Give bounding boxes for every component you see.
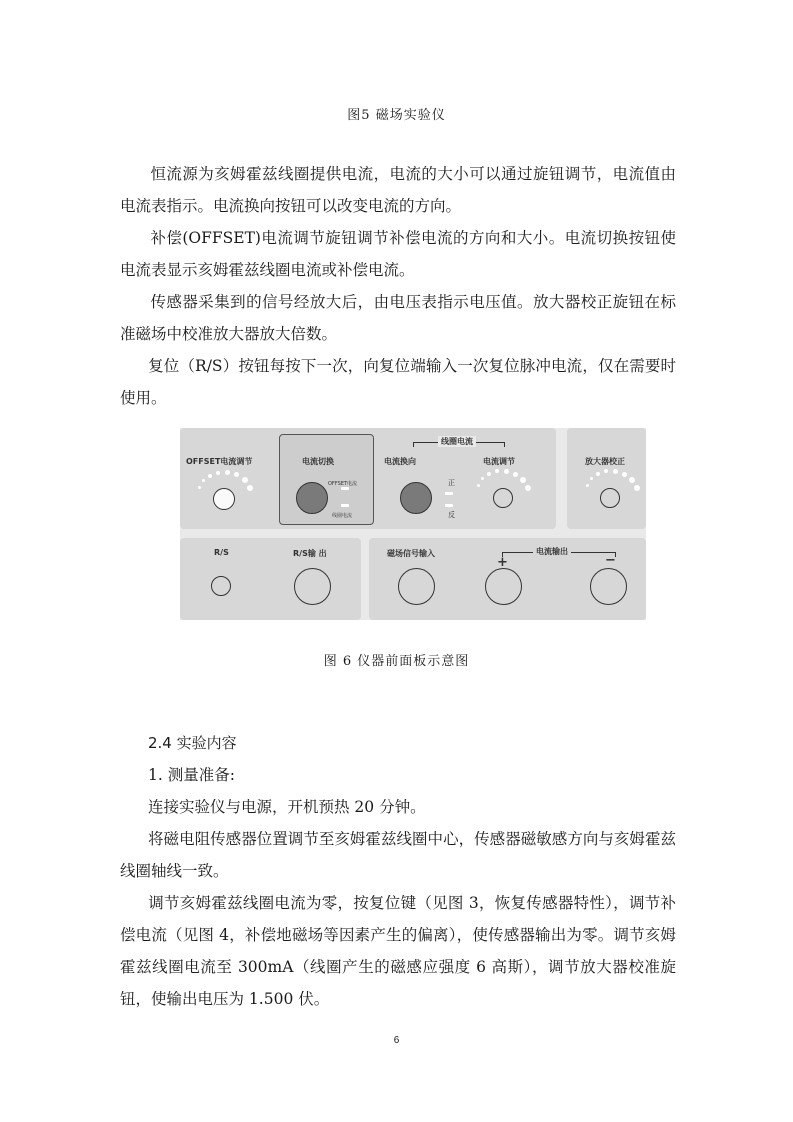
figure-5-caption: 图5 磁场实验仪 — [347, 108, 446, 123]
rs-button[interactable] — [211, 576, 231, 596]
scale-dot — [477, 484, 480, 487]
current-output-negative-socket[interactable] — [590, 568, 627, 605]
amp-correction-knob[interactable] — [600, 488, 620, 508]
current-adjust-knob[interactable] — [493, 488, 513, 508]
scale-dot — [242, 477, 248, 483]
switch-label: 电流切换 — [302, 457, 334, 466]
scale-dot — [504, 469, 509, 474]
scale-dot — [225, 470, 230, 475]
plus-sign: + — [497, 555, 508, 570]
step-1-calibration: 调节亥姆霍兹线圈电流为零，按复位键（见图 3，恢复传感器特性），调节补偿电流（见图 4，补偿地磁场等因素产生的偏离），使传感器输出为零。调节亥姆霍兹线圈电流至 300mA（线圈产生的磁感应强度 6 高斯），调节放大器校准旋钮，使输出电压为 1.500 伏。 — [120, 894, 676, 1008]
positive-label: 正 — [448, 479, 455, 487]
figure-6-caption: 图 6 仪器前面板示意图 — [323, 654, 470, 669]
scale-dot — [495, 469, 499, 473]
paragraph-reset: 复位（R/S）按钮每按下一次，向复位端输入一次复位脉冲电流，仅在需要时使用。 — [120, 357, 676, 407]
scale-dot — [216, 471, 220, 475]
scale-dot — [198, 486, 201, 489]
scale-dot — [208, 474, 212, 478]
coil-group-label: 线圈电流 — [438, 436, 476, 447]
negative-label: 反 — [448, 511, 455, 519]
scale-dot — [590, 477, 593, 480]
signal-in-label: 磁场信号输入 — [387, 549, 435, 558]
adjust-label: 电流调节 — [483, 457, 515, 466]
reverse-label: 电流换向 — [384, 457, 416, 466]
rs-out-label: R/S输 出 — [293, 549, 327, 558]
offset-knob[interactable] — [213, 488, 235, 510]
scale-dot — [487, 472, 491, 476]
paragraph-sensor: 传感器采集到的信号经放大后，由电压表指示电压值。放大器校正旋钮在标准磁场中校准放大器放大倍数。 — [120, 293, 676, 343]
coil-current-indicator-label: 线圈电流 — [332, 513, 353, 519]
page-number: 6 — [393, 1035, 400, 1046]
step-1-heading: 1. 测量准备: — [148, 766, 235, 784]
offset-label: OFFSET电流调节 — [186, 457, 253, 466]
scale-dot — [622, 472, 627, 477]
indicator-light — [341, 504, 349, 507]
scale-dot — [481, 477, 484, 480]
scale-dot — [586, 484, 589, 487]
amp-label: 放大器校正 — [585, 457, 625, 466]
section-title: 2.4 实验内容 — [148, 734, 237, 752]
rs-label: R/S — [214, 548, 229, 557]
instrument-front-panel — [180, 428, 646, 620]
offset-current-indicator-label: OFFSET电流 — [328, 481, 357, 487]
scale-dot — [247, 485, 253, 491]
rs-section — [180, 538, 361, 620]
indicator-light — [445, 504, 453, 507]
scale-dot — [613, 469, 618, 474]
current-output-positive-socket[interactable] — [485, 568, 522, 605]
scale-dot — [520, 477, 526, 483]
indicator-light — [445, 492, 453, 495]
scale-dot — [604, 469, 608, 473]
current-switch-button[interactable] — [296, 482, 328, 514]
step-1-sensor-position: 将磁电阻传感器位置调节至亥姆霍兹线圈中心，传感器磁敏感方向与亥姆霍兹线圈轴线一致。 — [120, 830, 676, 880]
rs-output-socket[interactable] — [294, 568, 331, 605]
minus-sign: − — [605, 553, 616, 568]
scale-dot — [629, 477, 635, 483]
scale-dot — [525, 485, 531, 491]
signal-input-socket[interactable] — [398, 568, 435, 605]
scale-dot — [596, 472, 600, 476]
indicator-light — [341, 487, 349, 490]
paragraph-current-source: 恒流源为亥姆霍兹线圈提供电流，电流的大小可以通过旋钮调节，电流值由电流表指示。电流换向按钮可以改变电流的方向。 — [120, 165, 676, 215]
step-1-connect: 连接实验仪与电源，开机预热 20 分钟。 — [148, 798, 426, 816]
paragraph-offset: 补偿(OFFSET)电流调节旋钮调节补偿电流的方向和大小。电流切换按钮使电流表显示亥姆霍兹线圈电流或补偿电流。 — [120, 229, 676, 279]
scale-dot — [634, 485, 640, 491]
switch-section — [279, 434, 374, 525]
current-out-label: 电流输出 — [533, 546, 571, 557]
reverse-button[interactable] — [400, 482, 432, 514]
scale-dot — [234, 472, 239, 477]
scale-dot — [202, 479, 205, 482]
scale-dot — [513, 472, 518, 477]
